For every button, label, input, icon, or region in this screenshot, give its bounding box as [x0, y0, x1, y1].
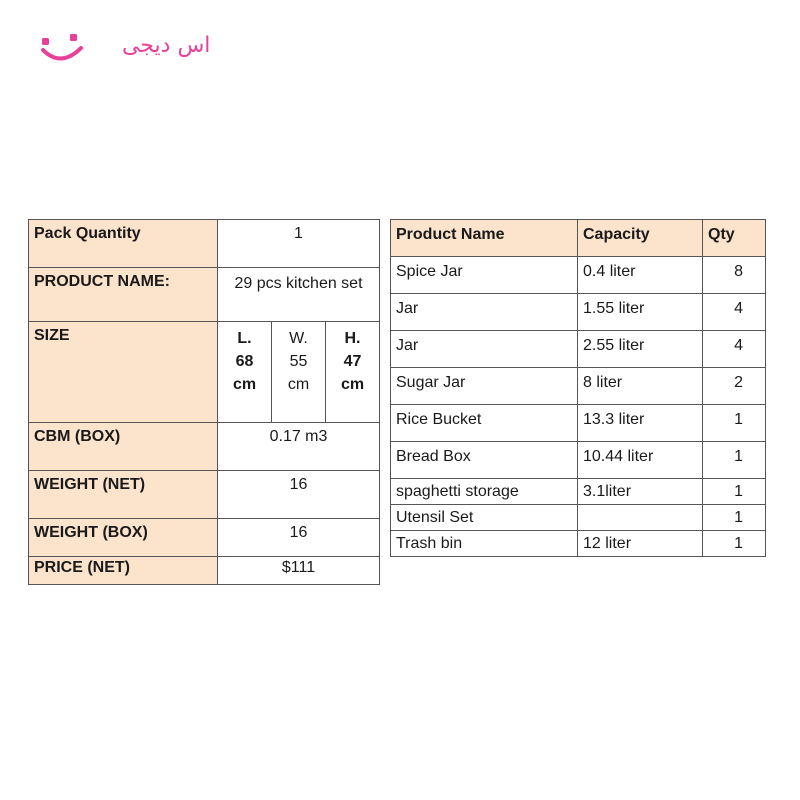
cbm-value: 0.17 m3 — [218, 423, 380, 471]
brand-logo[interactable] — [40, 28, 211, 74]
product-name-value: 29 pcs kitchen set — [218, 268, 380, 322]
cbm-row — [29, 423, 380, 471]
product-name-cell: Jar — [391, 331, 578, 368]
qty-cell: 1 — [703, 442, 766, 479]
capacity-cell — [578, 505, 703, 531]
capacity-cell: 8 liter — [578, 368, 703, 405]
qty-cell: 1 — [703, 505, 766, 531]
header-product-name: Product Name — [391, 220, 578, 257]
product-name-label: PRODUCT NAME: — [29, 268, 218, 322]
brand-name: اس ديجى — [122, 33, 211, 58]
header-capacity: Capacity — [578, 220, 703, 257]
pack-quantity-label: Pack Quantity — [29, 220, 218, 268]
product-name-cell: Sugar Jar — [391, 368, 578, 405]
capacity-cell: 1.55 liter — [578, 294, 703, 331]
spec-table — [28, 219, 380, 585]
pack-quantity-row — [29, 220, 380, 268]
qty-cell: 8 — [703, 257, 766, 294]
width-number: 55 — [289, 353, 308, 370]
qty-cell: 2 — [703, 368, 766, 405]
weight-box-row — [29, 519, 380, 557]
product-name-cell: Utensil Set — [391, 505, 578, 531]
length-unit: cm — [232, 376, 257, 393]
product-name-cell: Jar — [391, 294, 578, 331]
price-net-row — [29, 557, 380, 585]
qty-cell: 4 — [703, 294, 766, 331]
header-qty: Qty — [703, 220, 766, 257]
pack-quantity-value: 1 — [218, 220, 380, 268]
weight-net-value: 16 — [218, 471, 380, 519]
qty-cell: 1 — [703, 479, 766, 505]
capacity-cell: 0.4 liter — [578, 257, 703, 294]
size-height — [325, 322, 379, 422]
table-row — [391, 531, 766, 557]
size-values — [218, 322, 380, 423]
product-name-cell: Bread Box — [391, 442, 578, 479]
weight-net-row — [29, 471, 380, 519]
width-unit: cm — [287, 376, 310, 393]
smiley-icon — [40, 28, 86, 68]
size-width — [271, 322, 325, 422]
product-name-cell: Rice Bucket — [391, 405, 578, 442]
height-letter: H. — [344, 330, 361, 347]
weight-box-label: WEIGHT (BOX) — [29, 519, 218, 557]
table-row — [391, 257, 766, 294]
product-name-cell: spaghetti storage — [391, 479, 578, 505]
price-net-label: PRICE (NET) — [29, 557, 218, 585]
height-number: 47 — [343, 353, 362, 370]
size-length — [218, 322, 271, 422]
products-header-row — [391, 220, 766, 257]
table-row — [391, 368, 766, 405]
weight-box-value: 16 — [218, 519, 380, 557]
capacity-cell: 2.55 liter — [578, 331, 703, 368]
length-number: 68 — [235, 353, 254, 370]
capacity-cell: 3.1liter — [578, 479, 703, 505]
width-letter: W. — [289, 330, 308, 347]
capacity-cell: 10.44 liter — [578, 442, 703, 479]
cbm-label: CBM (BOX) — [29, 423, 218, 471]
table-row — [391, 405, 766, 442]
products-table — [390, 219, 766, 557]
table-row — [391, 479, 766, 505]
size-row — [29, 322, 380, 423]
table-row — [391, 294, 766, 331]
product-name-row — [29, 268, 380, 322]
qty-cell: 1 — [703, 531, 766, 557]
capacity-cell: 12 liter — [578, 531, 703, 557]
table-row — [391, 442, 766, 479]
size-label: SIZE — [29, 322, 218, 423]
length-letter: L. — [237, 330, 252, 347]
table-row — [391, 331, 766, 368]
product-name-cell: Trash bin — [391, 531, 578, 557]
qty-cell: 1 — [703, 405, 766, 442]
weight-net-label: WEIGHT (NET) — [29, 471, 218, 519]
price-net-value: $111 — [218, 557, 380, 585]
height-unit: cm — [340, 376, 365, 393]
qty-cell: 4 — [703, 331, 766, 368]
table-row — [391, 505, 766, 531]
product-name-cell: Spice Jar — [391, 257, 578, 294]
capacity-cell: 13.3 liter — [578, 405, 703, 442]
